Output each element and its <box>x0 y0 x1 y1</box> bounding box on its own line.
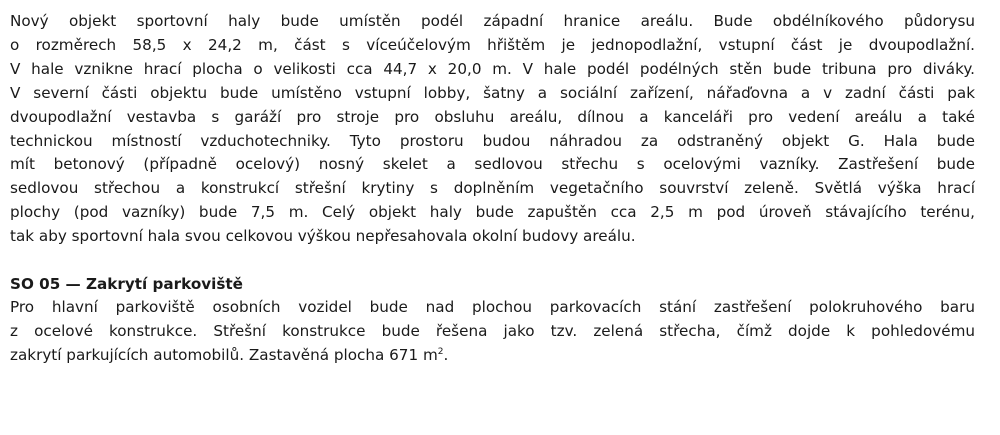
paragraph-spacer <box>10 249 975 272</box>
text-line: V severní části objektu bude umístěno vstupní lobby, šatny a sociální zařízení, nářaďovna a v zadní části pak <box>10 83 975 102</box>
text-line: sedlovou střechou a konstrukcí střešní krytiny s doplněním vegetačního souvrství zeleně. Světlá výška hrací <box>10 179 975 198</box>
paragraph-parking-roof <box>10 296 975 368</box>
text-line: z ocelové konstrukce. Střešní konstrukce bude řešena jako tzv. zelená střecha, čímž dojde k pohledovému <box>10 321 975 340</box>
area-text: zakrytí parkujících automobilů. Zastavěná plocha 671 m <box>10 345 438 364</box>
text-line: plochy (pod vazníky) bude 7,5 m. Celý objekt haly bude zapuštěn cca 2,5 m pod úroveň stávajícího terénu, <box>10 203 975 222</box>
area-text-end: . <box>443 345 449 364</box>
section-heading: SO 05 — Zakrytí parkoviště <box>10 275 243 294</box>
text-line: o rozměrech 58,5 x 24,2 m, část s víceúčelovým hřištěm je jednopodlažní, vstupní část je dvoupodlažní. <box>10 35 975 54</box>
paragraph-sports-hall <box>10 10 975 249</box>
text-line: tak aby sportovní hala svou celkovou výškou nepřesahovala okolní budovy areálu. <box>10 227 636 246</box>
text-line: Pro hlavní parkoviště osobních vozidel bude nad plochou parkovacích stání zastřešení polokruhového baru <box>10 298 975 317</box>
area-unit-superscript: 2 <box>437 346 444 357</box>
text-line: dvoupodlažní vestavba s garáží pro stroje pro obsluhu areálu, dílnou a kanceláři pro vedení areálu a také <box>10 107 975 126</box>
text-line: Nový objekt sportovní haly bude umístěn podél západní hranice areálu. Bude obdélníkového půdorysu <box>10 12 975 30</box>
text-line: mít betonový (případně ocelový) nosný skelet a sedlovou střechu s ocelovými vazníky. Zastřešení bude <box>10 155 975 174</box>
text-line-area <box>10 344 975 368</box>
text-line: technickou místností vzduchotechniky. Tyto prostoru budou náhradou za odstraněný objekt G. Hala bude <box>10 131 975 150</box>
text-line: V hale vznikne hrací plocha o velikosti cca 44,7 x 20,0 m. V hale podél podélných stěn bude tribuna pro diváky. <box>10 59 975 78</box>
